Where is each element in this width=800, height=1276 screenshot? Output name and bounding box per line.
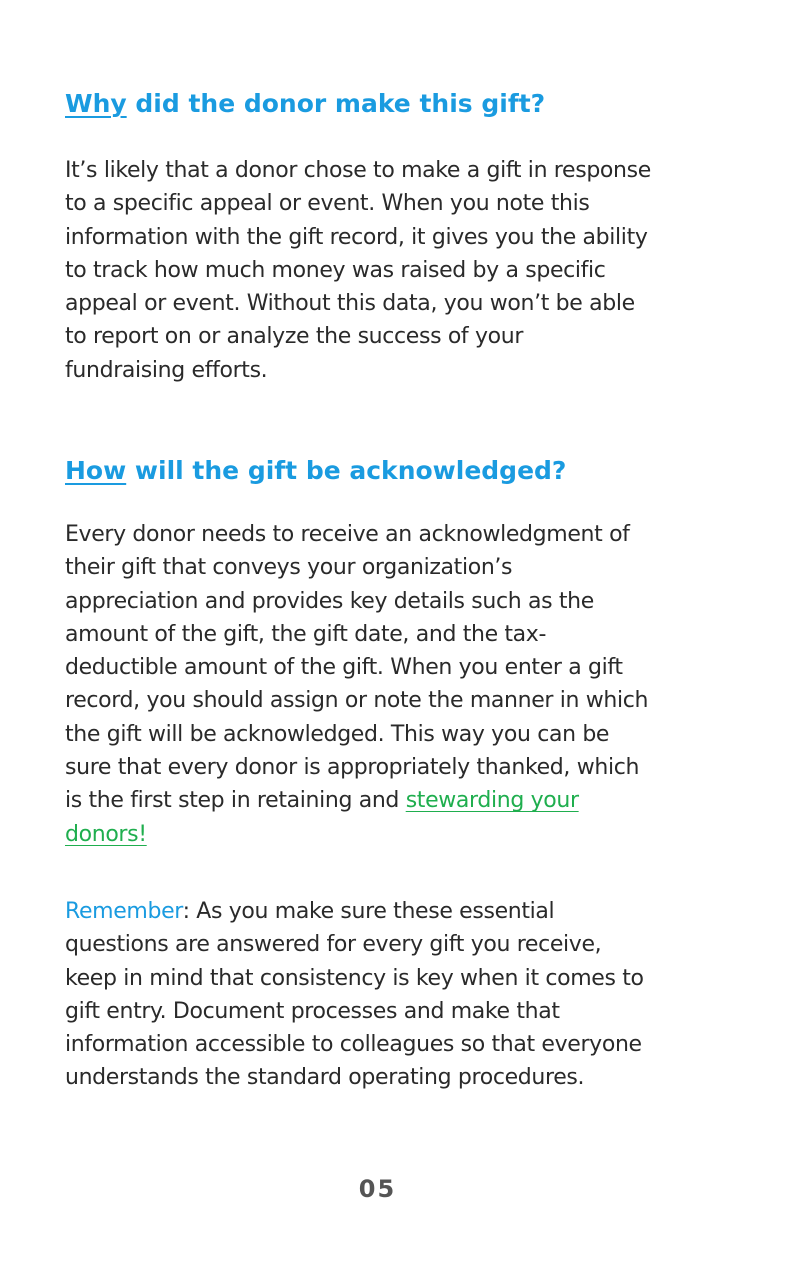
heading-keyword-why: Why [65,89,127,118]
stewarding-donors-link[interactable]: stewarding your [405,788,579,814]
heading-text-why: did the donor make this gift? [126,89,546,118]
remember-label: Remember [65,899,183,924]
paragraph-line: information with the gift record, it gives you the ability [65,224,648,250]
paragraph-line: to report on or analyze the success of your [65,324,524,350]
paragraph-line: keep in mind that consistency is key when it comes to [65,965,644,991]
paragraph-line-link [65,818,745,851]
paragraph-line: appeal or event. Without this data, you won’t be able [65,291,635,317]
paragraph-text: : As you make sure these essential [182,899,555,924]
remember-first-line [65,895,745,928]
paragraph-line: record, you should assign or note the manner in which [65,688,649,714]
paragraph-line: sure that every donor is appropriately thanked, which [65,755,640,781]
paragraph-how [65,518,745,851]
paragraph-line: fundraising efforts. [65,357,268,383]
section-heading-why [65,87,545,121]
paragraph-why [65,154,745,387]
paragraph-line: amount of the gift, the gift date, and the tax- [65,621,547,647]
paragraph-line: gift entry. Document processes and make that [65,998,560,1024]
heading-text-how: will the gift be acknowledged? [126,456,567,485]
paragraph-line: to track how much money was raised by a specific [65,257,606,283]
heading-keyword-how: How [65,456,127,485]
paragraph-line: Every donor needs to receive an acknowledgment of [65,522,630,547]
page-number: 05 [358,1175,397,1203]
paragraph-line: understands the standard operating procedures. [65,1065,585,1091]
paragraph-line-with-link [65,784,745,817]
stewarding-donors-link-continued[interactable]: donors! [65,821,147,847]
paragraph-line: questions are answered for every gift you receive, [65,932,602,958]
paragraph-text: is the first step in retaining and [65,788,406,814]
paragraph-line: to a specific appeal or event. When you note this [65,191,590,217]
remember-note [65,895,745,1095]
paragraph-line: the gift will be acknowledged. This way you can be [65,721,610,747]
paragraph-line: appreciation and provides key details such as the [65,588,594,614]
paragraph-line: deductible amount of the gift. When you enter a gift [65,655,623,681]
paragraph-line: information accessible to colleagues so that everyone [65,1032,642,1058]
section-heading-how [65,454,566,488]
paragraph-line: their gift that conveys your organization’s [65,555,513,581]
paragraph-line: It’s likely that a donor chose to make a gift in response [65,158,651,183]
